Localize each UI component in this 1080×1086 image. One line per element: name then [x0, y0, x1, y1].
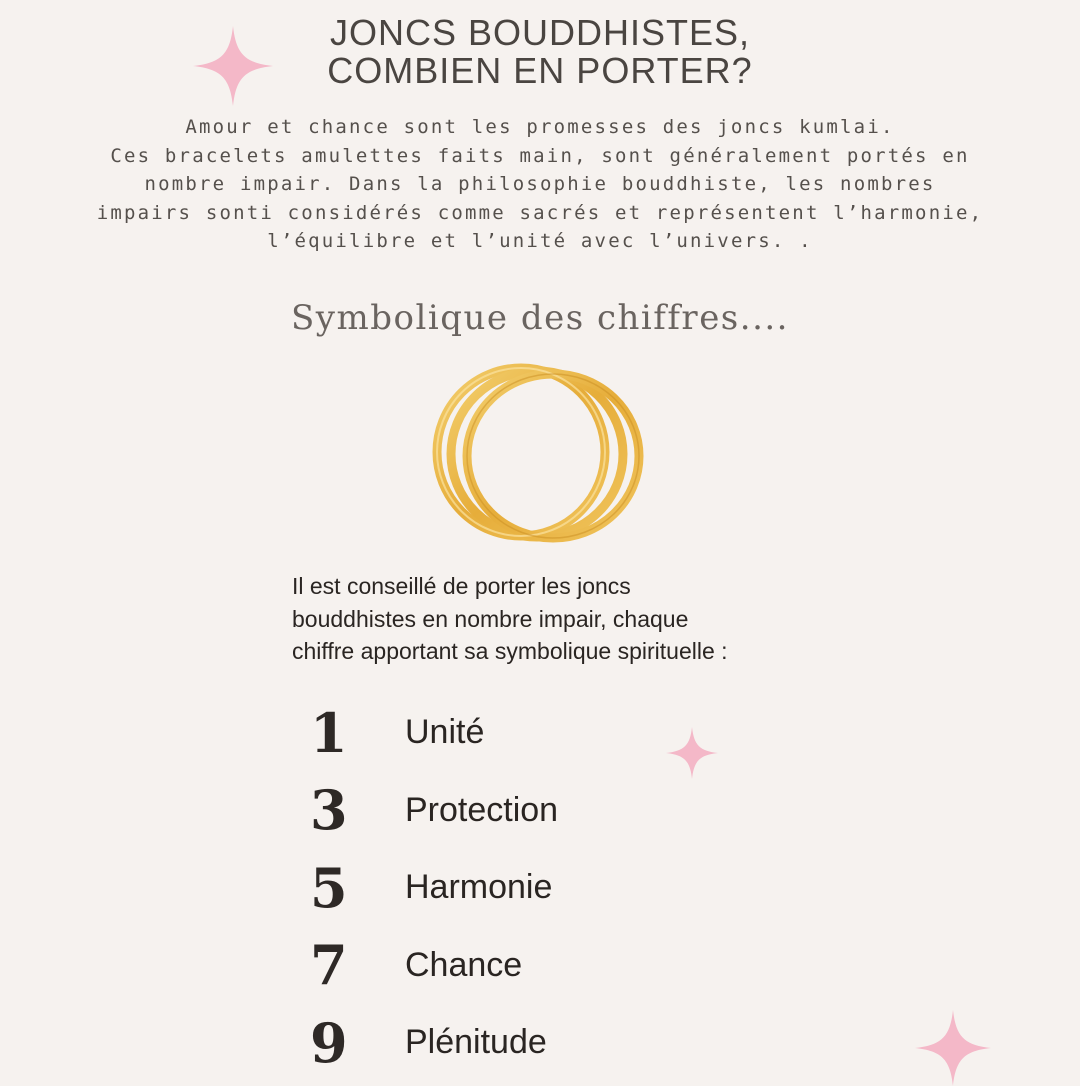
number-label: 1 — [310, 700, 348, 765]
title-line-1: JONCS BOUDDHISTES, — [329, 12, 751, 53]
intro-line: l’équilibre et l’unité avec l’univers. . — [267, 230, 813, 252]
number-meaning: Plénitude — [405, 1023, 547, 1062]
intro-paragraph — [20, 113, 1060, 256]
section-subtitle: Symbolique des chiffres.... — [291, 298, 789, 338]
title-line-2: COMBIEN EN PORTER? — [327, 50, 753, 91]
number-label: 5 — [310, 855, 348, 920]
number-meaning: Chance — [405, 945, 523, 984]
number-meaning-list — [310, 694, 558, 1082]
intro-line: Ces bracelets amulettes faits main, sont généralement portés en — [110, 144, 970, 167]
list-item — [310, 927, 558, 1005]
advice-line: Il est conseillé de porter les joncs — [292, 573, 631, 599]
list-item — [310, 849, 558, 927]
number-meaning: Unité — [405, 713, 485, 752]
advice-line: chiffre apportant sa symbolique spirituelle : — [292, 638, 728, 664]
number-meaning: Protection — [405, 790, 559, 829]
page-title — [0, 14, 1080, 90]
intro-line: Amour et chance sont les promesses des joncs kumlai. — [185, 116, 895, 138]
number-label: 9 — [310, 1010, 348, 1075]
list-item — [310, 1004, 558, 1082]
number-meaning: Harmonie — [405, 868, 553, 907]
sparkle-icon-bottom-right — [911, 1010, 995, 1086]
intro-line: nombre impair. Dans la philosophie bouddhiste, les nombres — [144, 173, 936, 195]
sparkle-icon-middle-right — [666, 727, 718, 779]
intro-line: impairs sonti considérés comme sacrés et représentent l’harmonie, — [96, 201, 984, 224]
number-label: 7 — [310, 933, 348, 998]
gold-bangles-image — [425, 362, 655, 544]
list-item — [310, 694, 558, 772]
list-item — [310, 772, 558, 850]
number-label: 3 — [310, 778, 348, 843]
advice-paragraph — [292, 570, 852, 668]
advice-line: bouddhistes en nombre impair, chaque — [292, 605, 689, 632]
